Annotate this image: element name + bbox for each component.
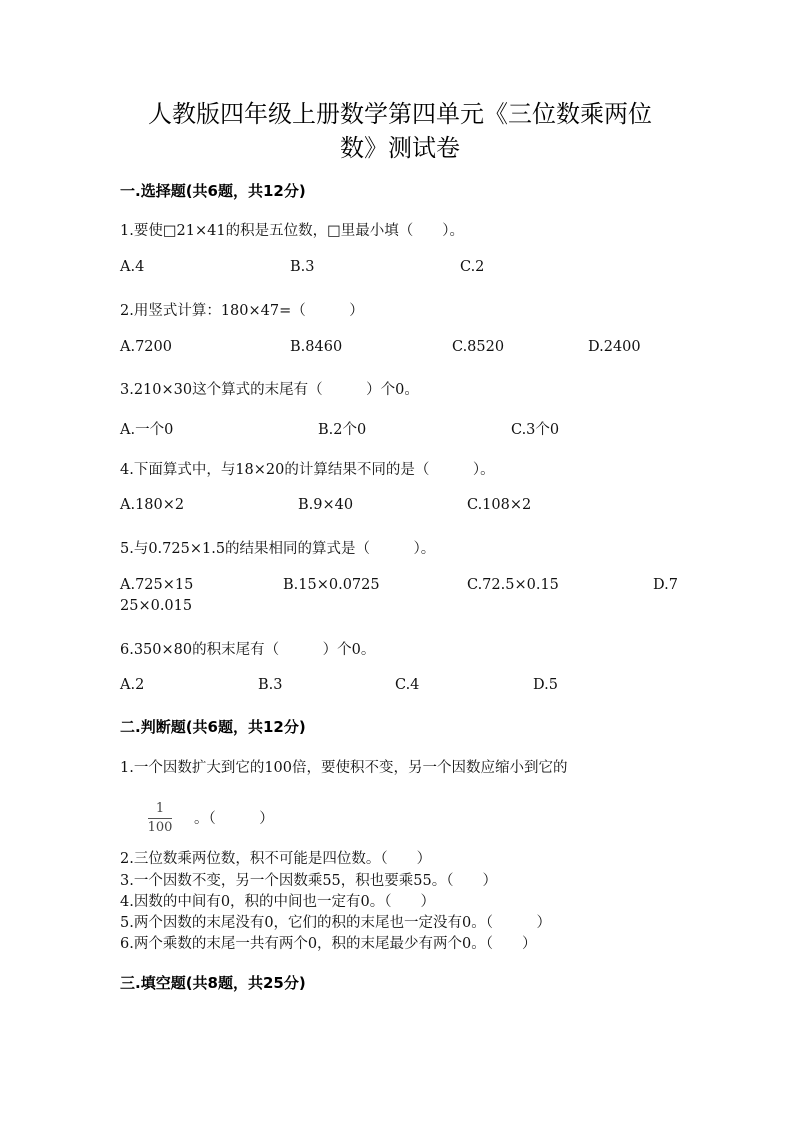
- choice-question-5: 5.与0.725×1.5的结果相同的算式是（ ）。: [120, 541, 436, 557]
- judge-question-2: 2.三位数乘两位数，积不可能是四位数。（ ）: [120, 851, 432, 867]
- choice-q6-option-a: A.2: [120, 677, 145, 693]
- choice-q5-option-b: B.15×0.0725: [283, 577, 380, 593]
- judge-question-1: 1.一个因数扩大到它的100倍，要使积不变，另一个因数应缩小到它的: [120, 760, 568, 776]
- choice-q4-option-c: C.108×2: [467, 497, 532, 513]
- section-heading-judge: 二.判断题(共6题，共12分): [120, 718, 306, 736]
- choice-q2-option-d: D.2400: [588, 339, 641, 355]
- page-title-line1: 人教版四年级上册数学第四单元《三位数乘两位: [148, 100, 652, 128]
- choice-q3-option-b: B.2个0: [318, 422, 367, 438]
- judge-question-6: 6.两个乘数的末尾一共有两个0，积的末尾最少有两个0。（ ）: [120, 936, 537, 952]
- choice-q1-option-b: B.3: [290, 259, 315, 275]
- choice-q6-option-d: D.5: [533, 677, 558, 693]
- fraction-one-hundredth: [146, 801, 174, 836]
- choice-q4-option-a: A.180×2: [120, 497, 185, 513]
- judge-question-5: 5.两个因数的末尾没有0，它们的积的末尾也一定没有0。（ ）: [120, 915, 552, 931]
- fraction-denominator: 100: [147, 820, 173, 835]
- choice-q5-option-d-wrap: 25×0.015: [120, 598, 193, 614]
- section-heading-fill: 三.填空题(共8题，共25分): [120, 974, 306, 992]
- choice-q5-option-d: D.7: [653, 577, 678, 593]
- page-title-line2: 数》测试卷: [340, 134, 460, 162]
- choice-q6-option-c: C.4: [395, 677, 420, 693]
- choice-question-4: 4.下面算式中，与18×20的计算结果不同的是（ ）。: [120, 462, 495, 478]
- judge-question-3: 3.一个因数不变，另一个因数乘55，积也要乘55。（ ）: [120, 873, 497, 889]
- choice-q3-option-a: A.一个0: [120, 422, 174, 438]
- choice-q2-option-c: C.8520: [452, 339, 505, 355]
- choice-q4-option-b: B.9×40: [298, 497, 354, 513]
- judge-question-4: 4.因数的中间有0，积的中间也一定有0。（ ）: [120, 894, 436, 910]
- choice-question-3: 3.210×30这个算式的末尾有（ ）个0。: [120, 382, 419, 398]
- choice-q2-option-a: A.7200: [120, 339, 172, 355]
- choice-q5-option-c: C.72.5×0.15: [467, 577, 559, 593]
- choice-q1-option-c: C.2: [460, 259, 485, 275]
- judge-question-1-tail: 。（ ）: [194, 811, 274, 827]
- choice-q3-option-c: C.3个0: [511, 422, 560, 438]
- choice-q5-option-a: A.725×15: [120, 577, 194, 593]
- choice-question-1: 1.要使□21×41的积是五位数，□里最小填（ ）。: [120, 223, 465, 239]
- fraction-numerator: 1: [155, 801, 165, 816]
- fraction-bar: [148, 818, 172, 819]
- choice-q1-option-a: A.4: [120, 259, 145, 275]
- choice-q2-option-b: B.8460: [290, 339, 343, 355]
- choice-question-2: 2.用竖式计算：180×47=（ ）: [120, 303, 364, 319]
- section-heading-choice: 一.选择题(共6题，共12分): [120, 182, 306, 200]
- choice-question-6: 6.350×80的积末尾有（ ）个0。: [120, 642, 376, 658]
- choice-q6-option-b: B.3: [258, 677, 283, 693]
